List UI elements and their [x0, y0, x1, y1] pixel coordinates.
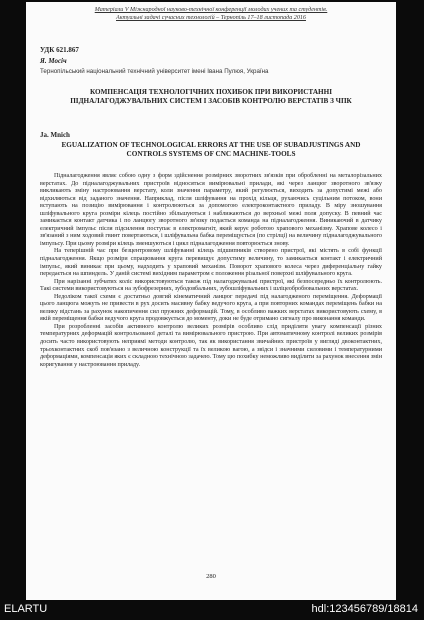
udc-code: УДК 621.867	[40, 46, 79, 54]
header-line-1: Матеріали V Міжнародної науково-технічної конференції молодих учених та студентів.	[94, 7, 328, 13]
repository-name: ELARTU	[4, 603, 48, 615]
paragraph: На теперішній час при безцентровому шліфуванні кілець підшипників створено пристрої, які містять в собі функції підналагодження. Якщо розміри спрацювання круга перевищує допустиму величину, то замикається контакт і електричний імпульс, який виникає при цьому, надходить у храповий механізм. Поворот храпового колеса через диференціальну гайку передається на шпиндель. У даній системі вихідним параметром є положення різальної поверхні шліфувального круга.	[40, 248, 382, 278]
affiliation: Тернопільський національний технічний університет імені Івана Пулюя, Україна	[40, 68, 269, 75]
title-ukrainian: КОМПЕНСАЦІЯ ТЕХНОЛОГІЧНИХ ПОХИБОК ПРИ ВИКОРИСТАННІ ПІДНАЛАГОДЖУВАЛЬНИХ СИСТЕМ І ЗАСОБІВ КОНТРОЛЮ ВЕРСТАТІВ З ЧПК	[70, 88, 352, 106]
handle-identifier[interactable]: hdl:123456789/18814	[311, 603, 418, 615]
paragraph: Недоліком такої схеми є достатньо довгий кінематичний ланцюг передачі під налагодженого переміщення. Деформації цього ланцюга можуть не привести в рух досить масивну бабку ведучого круга, а при повторних командах переміщень бабки на велику відстань за рахунок накопичення сил пружних деформацій. Тому, в особливо важких верстатах використовують схему, в якій переміщення бабки ведучого круга продовжується до моменту, доки не буде отримано сигналу про виконання команди.	[40, 293, 382, 323]
header-line-2: Актуальні задачі сучасних технологій – Тернопіль 17–18 листопада 2016	[116, 15, 306, 21]
paragraph: При нарізанні зубчатих коліс використовуються також під налагоджувальні пристрої, які безпосередньо їх контролюють. Такі системи використовуються на зубофрезерних, зубодовбальних, зубошліфувальних і шліцеобробювальних верстатах.	[40, 278, 382, 293]
page-number: 280	[206, 573, 216, 580]
conference-header	[26, 6, 396, 22]
viewer-footer-bar	[0, 600, 424, 620]
author-english: Ja. Mnich	[40, 131, 70, 139]
article-body	[40, 173, 382, 369]
paragraph: Підналагодження являє собою одну з форм здійснення розмірних зворотних зв'язків при обробленні на металорізальних верстатах. До підналагоджувальних пристроїв відносяться вимірювальні прилади, які через ланцюг зворотного зв'язку викликають зміну настроювання верстату, коли значення параметру, який регулюється, виходить за допустимі межі або відхиляються від заданого значення. Наприклад, після шліфування на прохід кільця, рухаючись суцільним потоком, вони вступають на позицію вимірювання і контролюються за допомогою електроконтактного приладу. В міру зношування шліфувального круга розміри кілець постійно збільшуються і наближаються до верхньої межі поля допуску. В певний час замикається контакт датчика і по ланцюгу зворотного зв'язку подається команда на підналагодження. Виникаючий в датчику електричний імпульс після підсилення поступає в електромагніт, який керує роботою храпового механізму. Храпове колесо і зв'язаний з ним ходовий гвинт повертаються, і шліфувальна бабка переміщується (по стрілці) на величину підналагоджувального імпульсу. При цьому розміри кілець зменшуються і цикл підналагодження повторюється знову.	[40, 173, 382, 247]
paragraph: При розробленні засобів активного контролю великих розмірів особливо слід приділяти увагу компенсації різних температурних деформацій контрольованої деталі та вимірювального пристрою. При автоматичному контролі великих розмірів досить часто використовують неприямі методи контролю, так як використання звичайних пристроїв у вигляді двоконтактних, трьохконтактних скоб пов'язано з величною конструкції та їх великою вагою, а звідси і значними силовими і температурними деформаціями, компенсація яких є складною технічною задачею. Тому цю похибку неможливо виділити за рахунок внесення змін коригування у настроювання приладу.	[40, 323, 382, 368]
author-ukrainian: Я. Мосіч	[40, 57, 67, 65]
document-page	[26, 2, 396, 600]
title-english: EGUALIZATION OF TECHNOLOGICAL ERRORS AT THE USE OF SUBADJUSTINGS AND CONTROLS SYSTEMS OF CNC MACHINE-TOOLS	[61, 141, 361, 159]
